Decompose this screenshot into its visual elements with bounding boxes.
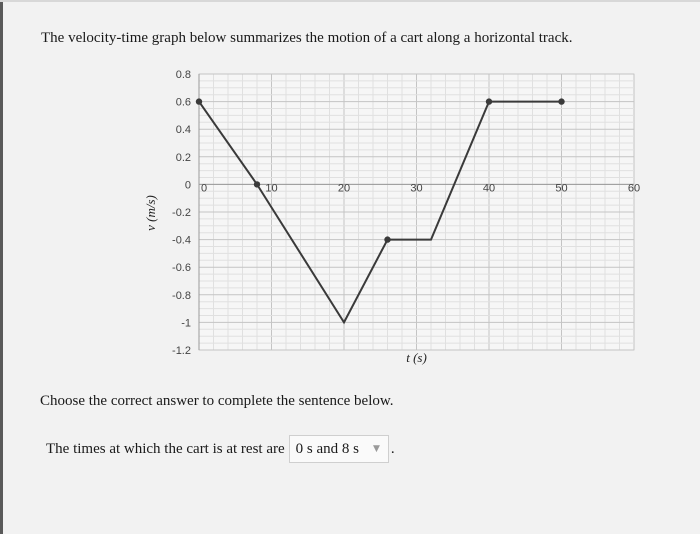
y-tick-label: 0.4 [175, 124, 191, 137]
y-tick-label: -0.8 [172, 289, 191, 302]
answer-dropdown-value: 0 s and 8 s [295, 440, 359, 457]
sentence-prefix: The times at which the cart is at rest are [46, 440, 285, 457]
x-tick-label: 20 [337, 182, 351, 195]
data-point [196, 98, 202, 104]
data-point [384, 236, 390, 242]
y-tick-label: -0.4 [172, 234, 191, 247]
y-axis-label: v (m/s) [143, 195, 158, 231]
instruction-text: Choose the correct answer to complete the sentence below. [40, 393, 394, 409]
x-tick-label: 10 [265, 182, 278, 195]
y-tick-label: -1 [181, 317, 191, 330]
data-point [254, 181, 260, 187]
sentence-suffix: . [390, 440, 395, 457]
x-tick-label: 30 [410, 182, 423, 195]
question-text: The velocity-time graph below summarizes the motion of a cart along a horizontal track. [41, 30, 573, 46]
y-tick-label: 0 [184, 179, 191, 192]
x-axis-label: t (s) [406, 350, 427, 365]
y-tick-label: -0.6 [172, 262, 191, 275]
x-tick-label: 60 [627, 182, 641, 195]
data-point [558, 98, 564, 104]
chevron-down-icon: ▼ [373, 444, 380, 454]
y-tick-label: 0.2 [175, 151, 191, 164]
data-point [486, 98, 492, 104]
y-tick-label: -1.2 [172, 345, 191, 357]
x-tick-label: 0 [200, 182, 208, 195]
y-tick-label: -0.2 [172, 207, 191, 219]
x-tick-label: 40 [482, 182, 496, 195]
y-tick-label: 0.8 [175, 69, 191, 81]
y-tick-label: 0.6 [175, 96, 191, 109]
x-tick-label: 50 [555, 182, 568, 195]
answer-dropdown[interactable] [289, 435, 389, 463]
answer-sentence [46, 435, 395, 463]
